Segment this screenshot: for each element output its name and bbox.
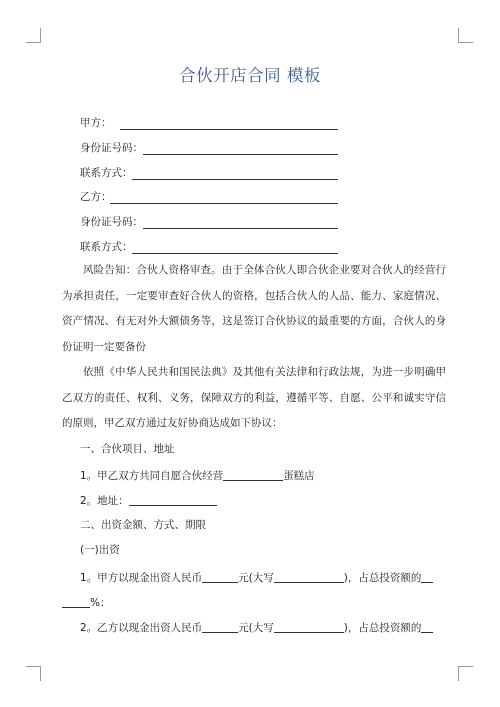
item-text: 蛋糕店 xyxy=(283,470,315,482)
field-label: 联系方式： xyxy=(80,241,133,253)
risk-notice-paragraph: 风险告知：合伙人资格审查。由于全体合伙人即合伙企业要对合伙人的经营行为承担责任，一定要审查好合伙人的资格，包括合伙人的人品、能力、家庭情况、资产情况、有无对外大额债务等，这是签订合伙协议的最重要的方面，合伙人的身份证明一定要备份 xyxy=(62,264,446,353)
field-label: 联系方式： xyxy=(80,167,133,179)
preamble-paragraph: 依照《中华人民共和国民法典》及其他有关法律和行政法规，为进一步明确甲乙双方的责任、权利、义务，保障双方的利益，遵循平等、自愿、公平和诚实守信的原则，甲乙双方通过友好协商达成如下协议： xyxy=(62,366,446,429)
crop-mark-top-right xyxy=(458,28,473,43)
item-text: 2。乙方以现金出资人民币 xyxy=(80,622,203,634)
section-1-item-2 xyxy=(80,493,217,508)
section-2-heading: 二、出资金额、方式、期限 xyxy=(80,519,206,531)
item-text: 元(大写 xyxy=(238,572,274,584)
percent-blank-continued xyxy=(62,595,90,608)
address-blank xyxy=(129,493,217,506)
percent-blank xyxy=(421,570,433,583)
party-a-field xyxy=(80,116,112,130)
section-2-subheading: (一)出资 xyxy=(80,544,120,556)
section-2-item-1 xyxy=(80,570,433,585)
party-b-contact-blank xyxy=(132,253,338,254)
amount-words-blank xyxy=(274,570,344,583)
field-label: 身份证号码： xyxy=(80,216,143,228)
amount-blank xyxy=(202,570,238,583)
document-title: 合伙开店合同 模板 xyxy=(179,66,321,85)
section-2-item-2 xyxy=(80,620,433,635)
field-label: 甲方： xyxy=(80,117,112,129)
item-text: 1。甲乙双方共同自愿合伙经营 xyxy=(80,470,224,482)
item-text: )，占总投资额的 xyxy=(343,572,422,584)
party-b-id-blank xyxy=(143,228,338,229)
percent-blank xyxy=(421,620,433,633)
item-text: )，占总投资额的 xyxy=(343,622,422,634)
party-a-blank xyxy=(120,129,338,130)
section-2-item-1-continued xyxy=(62,595,110,610)
section-1-heading: 一、合伙项目、地址 xyxy=(80,443,175,455)
item-text: 元(大写 xyxy=(238,622,274,634)
crop-mark-bottom-right xyxy=(458,666,473,681)
crop-mark-bottom-left xyxy=(26,666,41,681)
section-1-item-1 xyxy=(80,468,315,483)
amount-words-blank xyxy=(274,620,344,633)
field-label: 身份证号码： xyxy=(80,142,143,154)
party-b-contact-field xyxy=(80,240,133,254)
party-b-field xyxy=(80,190,112,204)
party-a-contact-blank xyxy=(132,179,338,180)
party-a-id-blank xyxy=(143,154,338,155)
party-a-contact-field xyxy=(80,166,133,180)
amount-blank xyxy=(202,620,238,633)
item-text: %： xyxy=(90,597,111,609)
item-text: 2。地址： xyxy=(80,495,129,507)
field-label: 乙方： xyxy=(80,191,112,203)
party-b-id-field xyxy=(80,215,143,229)
business-type-blank xyxy=(223,468,283,481)
item-text: 1。甲方以现金出资人民币 xyxy=(80,572,203,584)
party-b-blank xyxy=(110,203,338,204)
party-a-id-field xyxy=(80,141,143,155)
crop-mark-top-left xyxy=(26,28,41,43)
